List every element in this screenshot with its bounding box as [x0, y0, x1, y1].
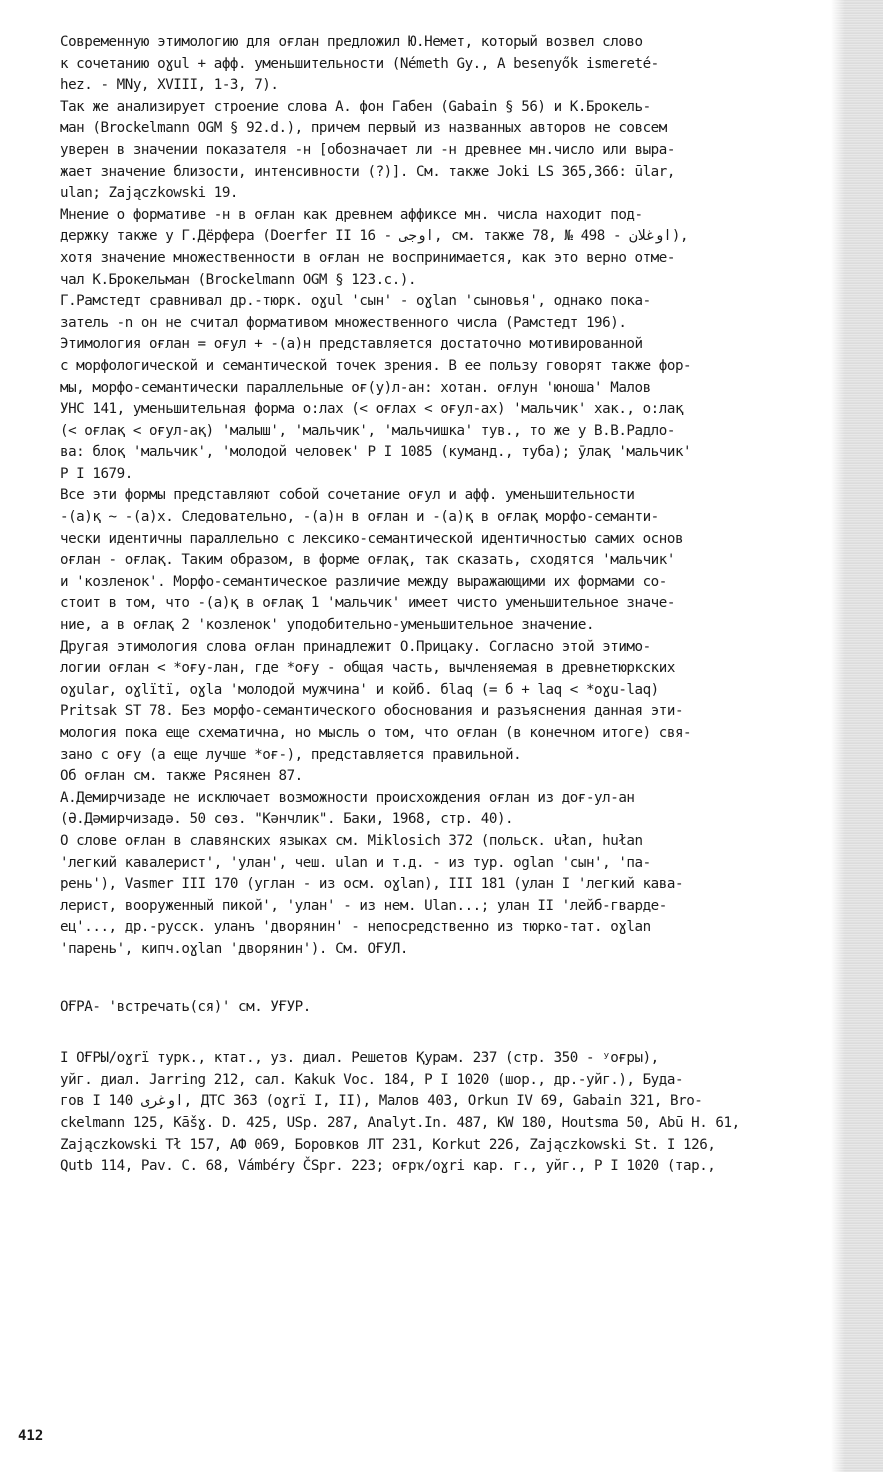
- text-line: затель -n он не считал формативом множественного числа (Рамстедт 196).: [60, 314, 627, 331]
- text-line: (< оғлақ < оғул-ақ) 'малыш', 'мальчик', 'мальчишка' тув., то же у В.В.Радло-: [60, 422, 675, 439]
- text-line: хотя значение множественности в оғлан не воспринимается, как это верно отме-: [60, 249, 675, 266]
- document-body: [60, 32, 850, 1178]
- entry-ogry-line: гов I 140 اوغری, ДТС 363 (oɣrï I, II), Малов 403, Orkun IV 69, Gabain 321, Bro-: [60, 1093, 703, 1110]
- text-line: УНС 141, уменьшительная форма о:лах (< оғлах < оғул-ах) 'мальчик' хак., о:лақ: [60, 401, 684, 418]
- entry-ogry-line: ckelmann 125, Kāšɣ. D. 425, USp. 287, Analyt.In. 487, KW 180, Houtsma 50, Abū H. 61,: [60, 1114, 740, 1131]
- text-line: с морфологической и семантической точек зрения. В ее пользу говорят также фор-: [60, 357, 692, 374]
- text-line: ние, а в оғлақ 2 'козленок' уподобительно-уменьшительное значение.: [60, 617, 595, 634]
- text-line: (Ә.Дәмирчизадә. 50 сөз. "Кәнчлик". Баки, 1968, стр. 40).: [60, 811, 514, 828]
- text-line: 'легкий кавалерист', 'улан', чеш. ulan и т.д. - из тур. oglan 'сын', 'па-: [60, 854, 651, 871]
- text-line: 'парень', кипч.oɣlan 'дворянин'). См. ОҒУЛ.: [60, 940, 408, 957]
- entry-ogry-line: I ОҒРЫ/oɣrï турк., ктат., уз. диал. Решетов Қурам. 237 (стр. 350 - ʸоғры),: [60, 1050, 659, 1067]
- text-line: ва: блоқ 'мальчик', 'молодой человек' Р I 1085 (куманд., туба); ӯлақ 'мальчик': [60, 444, 692, 461]
- entry-ogry-line: Qutb 114, Pav. C. 68, Vámbéry ČSpr. 223; оғрҡ/oɣri кар. г., уйг., Р I 1020 (тар.,: [60, 1158, 716, 1175]
- text-line: к сочетанию oɣul + афф. уменьшительности (Németh Gy., A besenyők ismereté-: [60, 55, 659, 72]
- entry-ogry-line: Zajączkowski Tł 157, АФ 069, Боровков ЛТ 231, Korkut 226, Zajączkowski St. I 126,: [60, 1136, 716, 1153]
- text-line: уверен в значении показателя -н [обозначает ли -н древнее мн.число или выра-: [60, 141, 675, 158]
- text-line: -(а)қ ~ -(а)х. Следовательно, -(а)н в оғлан и -(а)қ в оғлақ морфо-семанти-: [60, 509, 659, 526]
- text-line: жает значение близости, интенсивности (?)]. См. также Joki LS 365,366: ūlar,: [60, 163, 675, 180]
- text-line: А.Демирчизаде не исключает возможности происхождения оғлан из доғ-ул-ан: [60, 789, 635, 806]
- text-line: Об оғлан см. также Рясянен 87.: [60, 768, 303, 785]
- text-line: Современную этимологию для оғлан предложил Ю.Немет, который возвел слово: [60, 34, 643, 50]
- text-line: oɣular, oɣlïtï, oɣla 'молодой мужчина' и койб. бlaq (= б + laq < *oɣu-laq): [60, 681, 659, 698]
- text-line: ман (Brockelmann OGM § 92.d.), причем первый из названных авторов не совсем: [60, 120, 667, 137]
- entry-ogra: ОҒРА- 'встречать(ся)' см. УҒУР.: [60, 998, 311, 1015]
- text-line: Р I 1679.: [60, 465, 133, 482]
- text-line: стоит в том, что -(а)қ в оғлақ 1 'мальчик' имеет чисто уменьшительное значе-: [60, 595, 675, 612]
- text-line: Так же анализирует строение слова А. фон Габен (Gabain § 56) и К.Брокель-: [60, 98, 651, 115]
- text-line: Этимология оғлан = оғул + -(а)н представляется достаточно мотивированной: [60, 336, 643, 353]
- text-line: лерист, вооруженный пикой', 'улан' - из нем. Ulan...; улан II 'лейб-гварде-: [60, 897, 667, 914]
- entry-ogry: [60, 1048, 850, 1178]
- text-line: Г.Рамстедт сравнивал др.-тюрк. oɣul 'сын' - oɣlan 'сыновья', однако пока-: [60, 293, 651, 310]
- text-line: ец'..., др.-русск. уланъ 'дворянин' - непосредственно из тюрко-тат. oɣlan: [60, 919, 651, 936]
- text-line: и 'козленок'. Морфо-семантическое различие между выражающими их формами со-: [60, 573, 667, 590]
- text-line: логии оғлан < *оғу-лан, где *оғу - общая часть, вычленяемая в древнетюркских: [60, 660, 675, 677]
- text-line: Pritsak ST 78. Без морфо-семантического обоснования и разъяснения данная эти-: [60, 703, 684, 720]
- text-line: зано с оғу (а еще лучше *оғ-), представляется правильной.: [60, 746, 522, 763]
- text-line: hez. - MNy, XVIII, 1-3, 7).: [60, 77, 279, 94]
- text-line: мы, морфо-семантически параллельные оғ(у)л-ан: хотан. оғлун 'юноша' Малов: [60, 379, 651, 396]
- text-line: Мнение о формативе -н в оғлан как древнем аффиксе мн. числа находит под-: [60, 206, 643, 223]
- text-line: держку также у Г.Дёрфера (Doerfer II 16 - اوجی, см. также 78, № 498 - اوغلان),: [60, 228, 689, 245]
- entry-ogry-line: уйг. диал. Jarring 212, сал. Kakuk Voc. 184, Р I 1020 (шор., др.-уйг.), Буда-: [60, 1071, 684, 1088]
- text-line: мология пока еще схематична, но мысль о том, что оғлан (в конечном итоге) свя-: [60, 725, 692, 741]
- text-line: О слове оғлан в славянских языках см. Miklosich 372 (польск. ułan, hułan: [60, 832, 643, 849]
- text-line: Все эти формы представляют собой сочетание оғул и афф. уменьшительности: [60, 487, 635, 504]
- text-line: оғлан - оғлақ. Таким образом, в форме оғлақ, так сказать, сходятся 'мальчик': [60, 552, 675, 569]
- text-line: рень'), Vasmer III 170 (углан - из осм. oɣlan), III 181 (улан I 'легкий кава-: [60, 876, 684, 893]
- text-line: Другая этимология слова оғлан принадлежит О.Прицаку. Согласно этой этимо-: [60, 638, 651, 655]
- text-line: ulan; Zajączkowski 19.: [60, 185, 239, 202]
- page-number: 412: [18, 1428, 44, 1444]
- text-line: чески идентичны параллельно с лексико-семантической идентичностью самих основ: [60, 530, 684, 547]
- etymology-paragraphs: [60, 32, 850, 961]
- text-line: чал К.Брокельман (Brockelmann OGM § 123.c.).: [60, 271, 417, 288]
